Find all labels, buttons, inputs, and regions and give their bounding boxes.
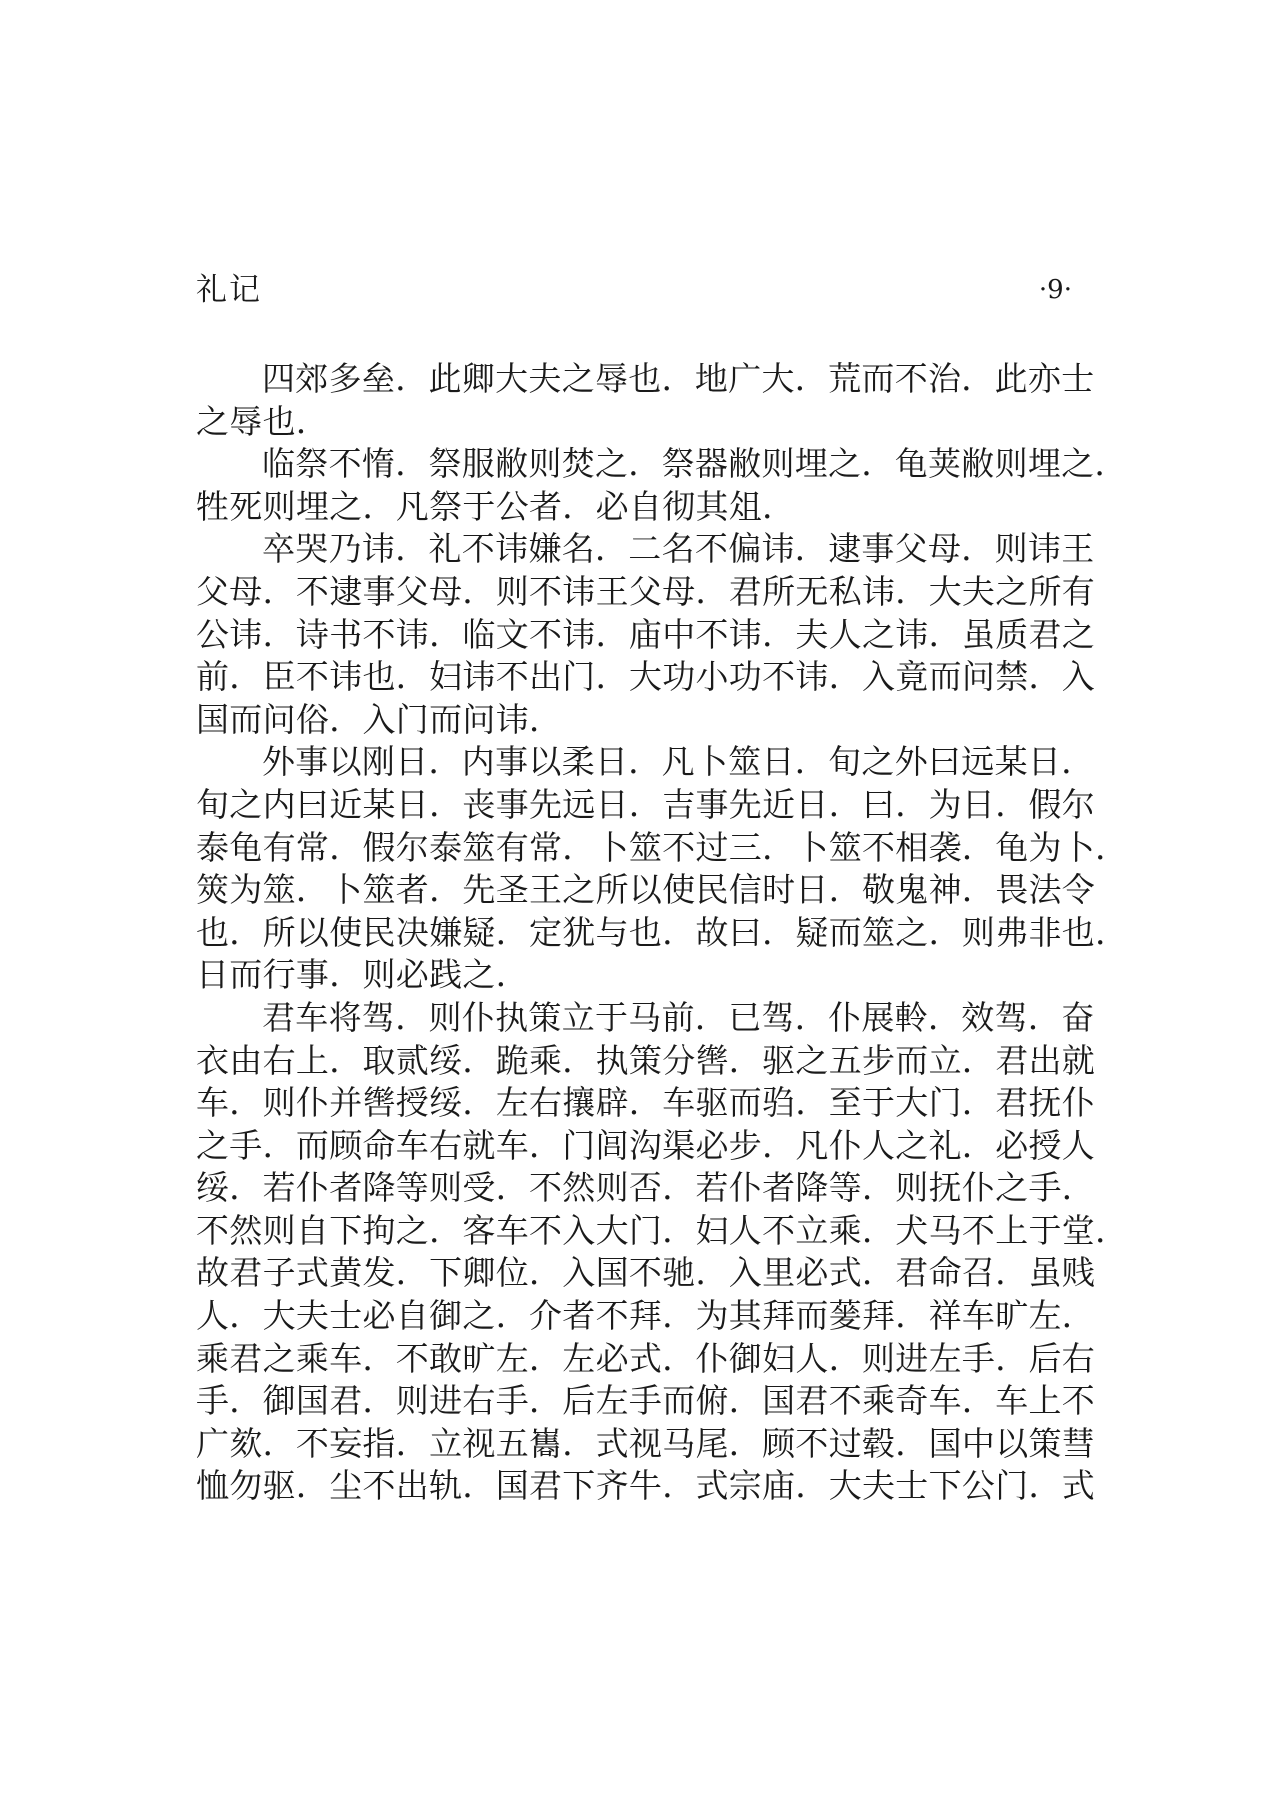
text-line: 国而问俗．入门而问讳． [196,699,563,739]
text-line: 四郊多垒．此卿大夫之辱也．地广大．荒而不治．此亦士 [262,359,1095,398]
text-line: 牲死则埋之．凡祭于公者．必自彻其俎． [196,486,796,526]
paragraph [196,997,1129,1508]
running-header [196,270,1072,310]
text-line: 车．则仆并辔授绥．左右攘辟．车驱而驺．至于大门．君抚仆 [196,1083,1096,1123]
text-line: 卒哭乃讳．礼不讳嫌名．二名不偏讳．逮事父母．则讳王 [262,529,1095,569]
text-line: 绥．若仆者降等则受．不然则否．若仆者降等．则抚仆之手． [196,1168,1096,1208]
text-line: 公讳．诗书不讳．临文不讳．庙中不讳．夫人之讳．虽质君之 [196,614,1096,654]
text-line: 泰龟有常．假尔泰筮有常．卜筮不过三．卜筮不相袭．龟为卜． [196,827,1129,867]
paragraph [196,528,1096,741]
paragraph [196,358,1096,443]
text-line: 外事以刚日．内事以柔日．凡卜筮日．旬之外曰远某日． [262,742,1095,782]
text-line: 前．臣不讳也．妇讳不出门．大功小功不讳．入竟而问禁．入 [196,657,1096,697]
text-line: 手．御国君．则进右手．后左手而俯．国君不乘奇车．车上不 [196,1381,1096,1421]
text-line: 广欬．不妄指．立视五巂．式视马尾．顾不过毂．国中以策彗 [196,1423,1096,1463]
text-line: 日而行事．则必践之． [196,955,529,995]
text-line: 之辱也． [196,401,330,441]
body-text [196,358,1129,1508]
text-line: 君车将驾．则仆执策立于马前．已驾．仆展軨．效驾．奋 [262,997,1095,1037]
paragraph [196,443,1128,528]
text-line: 临祭不惰．祭服敝则焚之．祭器敝则埋之．龟荚敝则埋之． [262,444,1128,484]
text-line: 也．所以使民决嫌疑．定犹与也．故曰．疑而筮之．则弗非也． [196,912,1129,952]
text-line: 乘君之乘车．不敢旷左．左必式．仆御妇人．则进左手．后右 [196,1338,1096,1378]
text-line: 衣由右上．取贰绥．跪乘．执策分辔．驱之五步而立．君出就 [196,1040,1096,1080]
text-line: 筴为筮．卜筮者．先圣王之所以使民信时日．敬鬼神．畏法令 [196,870,1096,910]
text-line: 旬之内曰近某日．丧事先远日．吉事先近日．曰．为日．假尔 [196,784,1096,824]
text-line: 人．大夫士必自御之．介者不拜．为其拜而蓌拜．祥车旷左． [196,1296,1096,1336]
text-line: 恤勿驱．尘不出轨．国君下齐牛．式宗庙．大夫士下公门．式 [196,1466,1096,1506]
text-line: 故君子式黄发．下卿位．入国不驰．入里必式．君命召．虽贱 [196,1253,1096,1293]
page-number: ·9· [1038,275,1072,305]
text-line: 之手．而顾命车右就车．门闾沟渠必步．凡仆人之礼．必授人 [196,1125,1096,1165]
text-line: 父母．不逮事父母．则不讳王父母．君所无私讳．大夫之所有 [196,571,1096,611]
book-title: 礼记 [196,272,262,308]
paragraph [196,741,1129,997]
text-line: 不然则自下拘之．客车不入大门．妇人不立乘．犬马不上于堂． [196,1210,1129,1250]
